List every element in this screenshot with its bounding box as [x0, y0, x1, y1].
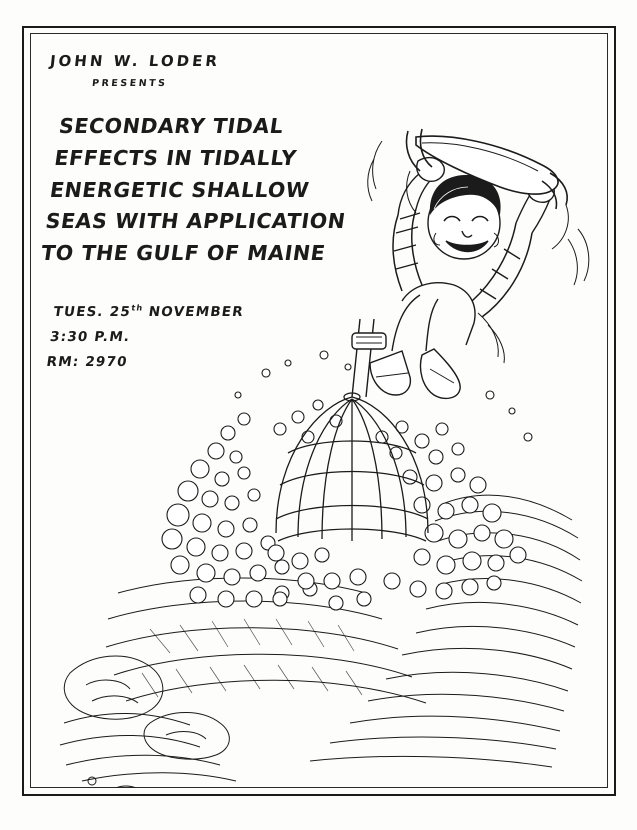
- event-details: [45, 300, 376, 375]
- presents-label: PRESENTS: [91, 78, 168, 89]
- event-date: TUES. 25: [52, 303, 133, 320]
- poster-text-block: [39, 52, 370, 375]
- event-date-line: [52, 300, 376, 325]
- event-time: 3:30 P.M.: [48, 328, 132, 345]
- event-room: RM: 2970: [45, 353, 129, 370]
- speaker-name: JOHN W. LODER: [49, 52, 221, 70]
- talk-title: SECONDARY TIDAL EFFECTS IN TIDALLY ENERGETIC SHALLOW SEAS WITH APPLICATION TO THE GULF OF MAINE: [39, 114, 348, 266]
- date-ordinal-suffix: th: [130, 303, 145, 313]
- event-month: NOVEMBER: [141, 303, 245, 320]
